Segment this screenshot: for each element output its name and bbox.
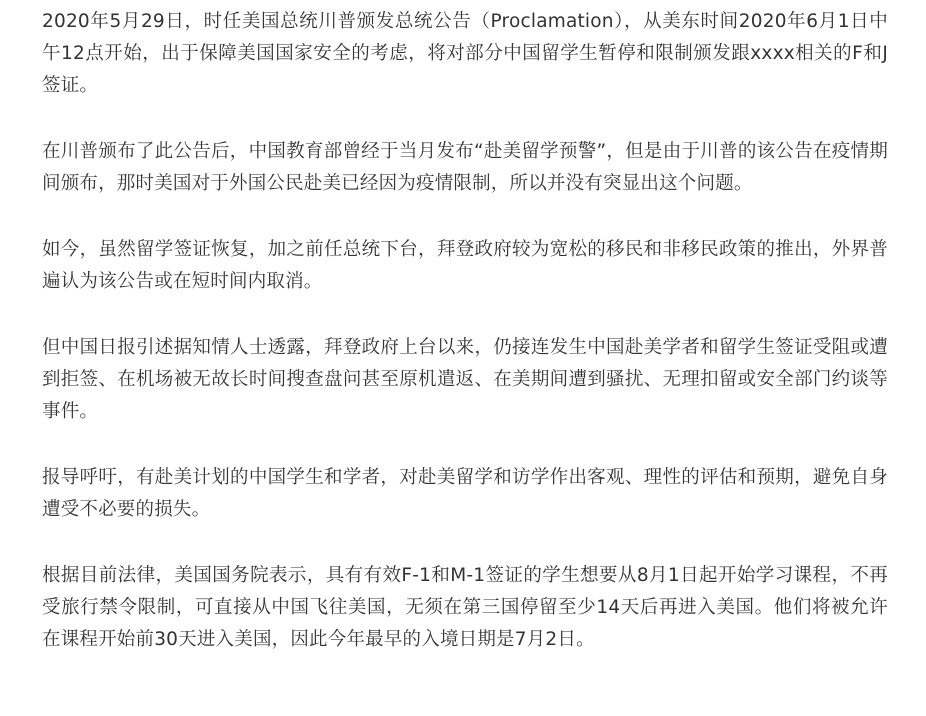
paragraph-study-warning: 在川普颁布了此公告后，中国教育部曾经于当月发布“赴美留学预警”，但是由于川普的该公告在疫情期间颁布，那时美国对于外国公民赴美已经因为疫情限制，所以并没有突显出这个问题。 xyxy=(42,141,888,194)
paragraph-china-daily-report: 但中国日报引述据知情人士透露，拜登政府上台以来，仍接连发生中国赴美学者和留学生签证受阻或遭到拒签、在机场被无故长时间搜查盘问甚至原机遣返、在美期间遭到骚扰、无理扣留或安全部门约谈等事件。 xyxy=(42,337,888,422)
paragraph-state-department: 根据目前法律，美国国务院表示，具有有效F-1和M-1签证的学生想要从8月1日起开始学习课程，不再受旅行禁令限制，可直接从中国飞往美国，无须在第三国停留至少14天后再进入美国。他们将被允许在课程开始前30天进入美国，因此今年最早的入境日期是7月2日。 xyxy=(42,565,888,650)
article-body xyxy=(42,6,888,656)
paragraph-appeal: 报导呼吁，有赴美计划的中国学生和学者，对赴美留学和访学作出客观、理性的评估和预期，避免自身遭受不必要的损失。 xyxy=(42,467,888,520)
paragraph-proclamation: 2020年5月29日，时任美国总统川普颁发总统公告（Proclamation），从美东时间2020年6月1日中午12点开始，出于保障美国国家安全的考虑，将对部分中国留学生暂停和限制颁发跟xxxx相关的F和J签证。 xyxy=(42,11,888,96)
paragraph-visa-recovery: 如今，虽然留学签证恢复，加之前任总统下台，拜登政府较为宽松的移民和非移民政策的推出，外界普遍认为该公告或在短时间内取消。 xyxy=(42,239,888,292)
